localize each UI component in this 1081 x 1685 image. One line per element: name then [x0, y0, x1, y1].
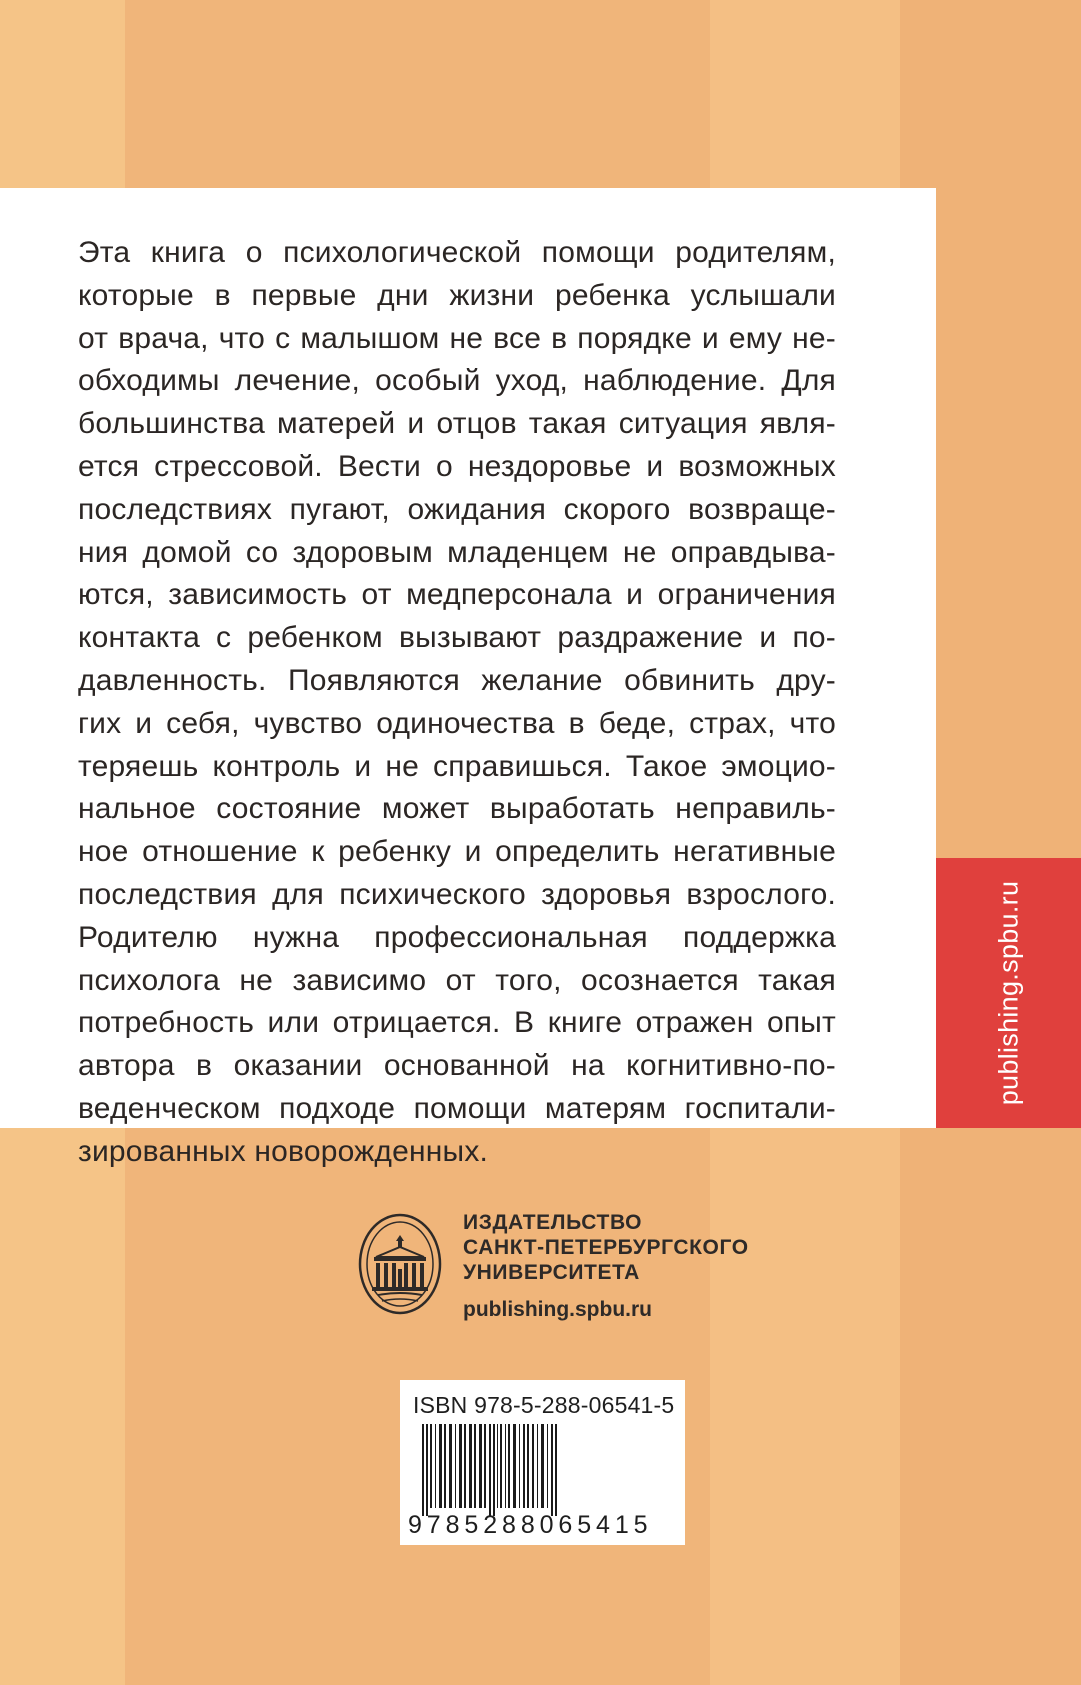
barcode-bar: [513, 1424, 516, 1508]
barcode-bar: [484, 1424, 486, 1508]
blurb-line: Родителю нужна профессиональная поддержка: [78, 920, 836, 954]
barcode-bar: [541, 1424, 544, 1508]
blurb-line: ния домой со здоровым младенцем не оправдыва-: [78, 535, 836, 569]
barcode-bar: [422, 1424, 424, 1516]
blurb-line: ное отношение к ребенку и определить негативные: [78, 835, 836, 869]
barcode-bar: [479, 1424, 482, 1508]
barcode-bar: [493, 1424, 495, 1516]
blurb-line: гих и себя, чувство одиночества в беде, страх, что: [78, 706, 836, 740]
blurb-line: которые в первые дни жизни ребенка услышали: [78, 278, 836, 312]
barcode-bar: [449, 1424, 452, 1508]
blurb-line: контакта с ребенком вызывают раздражение и по-: [78, 621, 836, 655]
publisher-name-line: ИЗДАТЕЛЬСТВО: [463, 1211, 643, 1234]
side-tab-url: publishing.spbu.ru: [993, 880, 1023, 1106]
barcode-bar: [519, 1424, 520, 1508]
barcode-bar: [532, 1424, 534, 1508]
barcode-bar: [489, 1424, 491, 1516]
barcode-bar: [426, 1424, 428, 1516]
book-description: [78, 232, 836, 1174]
publisher-side-tab: [936, 858, 1081, 1128]
blurb-line: веденческом подходе помощи матерям госпитали-: [78, 1091, 836, 1125]
isbn-label: ISBN 978-5-288-06541-5: [413, 1392, 675, 1418]
barcode-bar: [547, 1424, 548, 1508]
barcode-bar: [555, 1424, 557, 1516]
barcode-bar: [505, 1424, 506, 1508]
blurb-line: последствиях пугают, ожидания скорого возвраще-: [78, 492, 836, 526]
blurb-line: психолога не зависимо от того, осознается такая: [78, 963, 836, 997]
barcode-bar: [523, 1424, 525, 1508]
blurb-line: от врача, что с малышом не все в порядке и ему не-: [78, 321, 836, 355]
blurb-line: автора в оказании основанной на когнитивно-по-: [78, 1049, 836, 1083]
barcode-bar: [455, 1424, 456, 1508]
barcode-bar: [500, 1424, 502, 1508]
blurb-line: Эта книга о психологической помощи родителям,: [78, 236, 836, 269]
barcode-bar: [444, 1424, 446, 1508]
barcode-bar: [551, 1424, 553, 1516]
barcode-bar: [527, 1424, 529, 1508]
barcode-bar: [430, 1424, 432, 1508]
blurb-line: ется стрессовой. Вести о нездоровье и возможных: [78, 449, 836, 483]
barcode-bar: [508, 1424, 510, 1508]
barcode-bar: [464, 1424, 466, 1508]
blurb-line: ются, зависимость от медперсонала и ограничения: [78, 578, 836, 612]
barcode-bar: [469, 1424, 472, 1508]
blurb-line: последствия для психического здоровья взрослого.: [78, 877, 836, 911]
blurb-line: нальное состояние может выработать неправиль-: [78, 792, 836, 826]
barcode-bar: [459, 1424, 462, 1508]
blurb-line: обходимы лечение, особый уход, наблюдение. Для: [78, 364, 836, 398]
publisher-name-line: УНИВЕРСИТЕТА: [463, 1261, 640, 1284]
blurb-line: потребность или отрицается. В книге отражен опыт: [78, 1006, 836, 1040]
isbn-digits: 9785288065415: [408, 1511, 653, 1539]
blurb-line: теряешь контроль и не справишься. Такое эмоцио-: [78, 749, 836, 783]
barcode-bar: [435, 1424, 436, 1508]
barcode-bars: [422, 1424, 662, 1516]
publisher-url: publishing.spbu.ru: [463, 1298, 652, 1321]
blurb-line: зированных новорожденных.: [78, 1134, 489, 1168]
blurb-line: давленность. Появляются желание обвинить дру-: [78, 663, 836, 697]
isbn-barcode: [400, 1380, 685, 1545]
university-seal-icon: [358, 1213, 442, 1315]
blurb-line: большинства матерей и отцов такая ситуация явля-: [78, 407, 836, 441]
barcode-bar: [439, 1424, 442, 1508]
publisher-block: [463, 1210, 749, 1322]
publisher-name-line: САНКТ-ПЕТЕРБУРГСКОГО: [463, 1236, 749, 1259]
barcode-bar: [497, 1424, 498, 1508]
barcode-bar: [537, 1424, 538, 1508]
barcode-bar: [474, 1424, 476, 1508]
